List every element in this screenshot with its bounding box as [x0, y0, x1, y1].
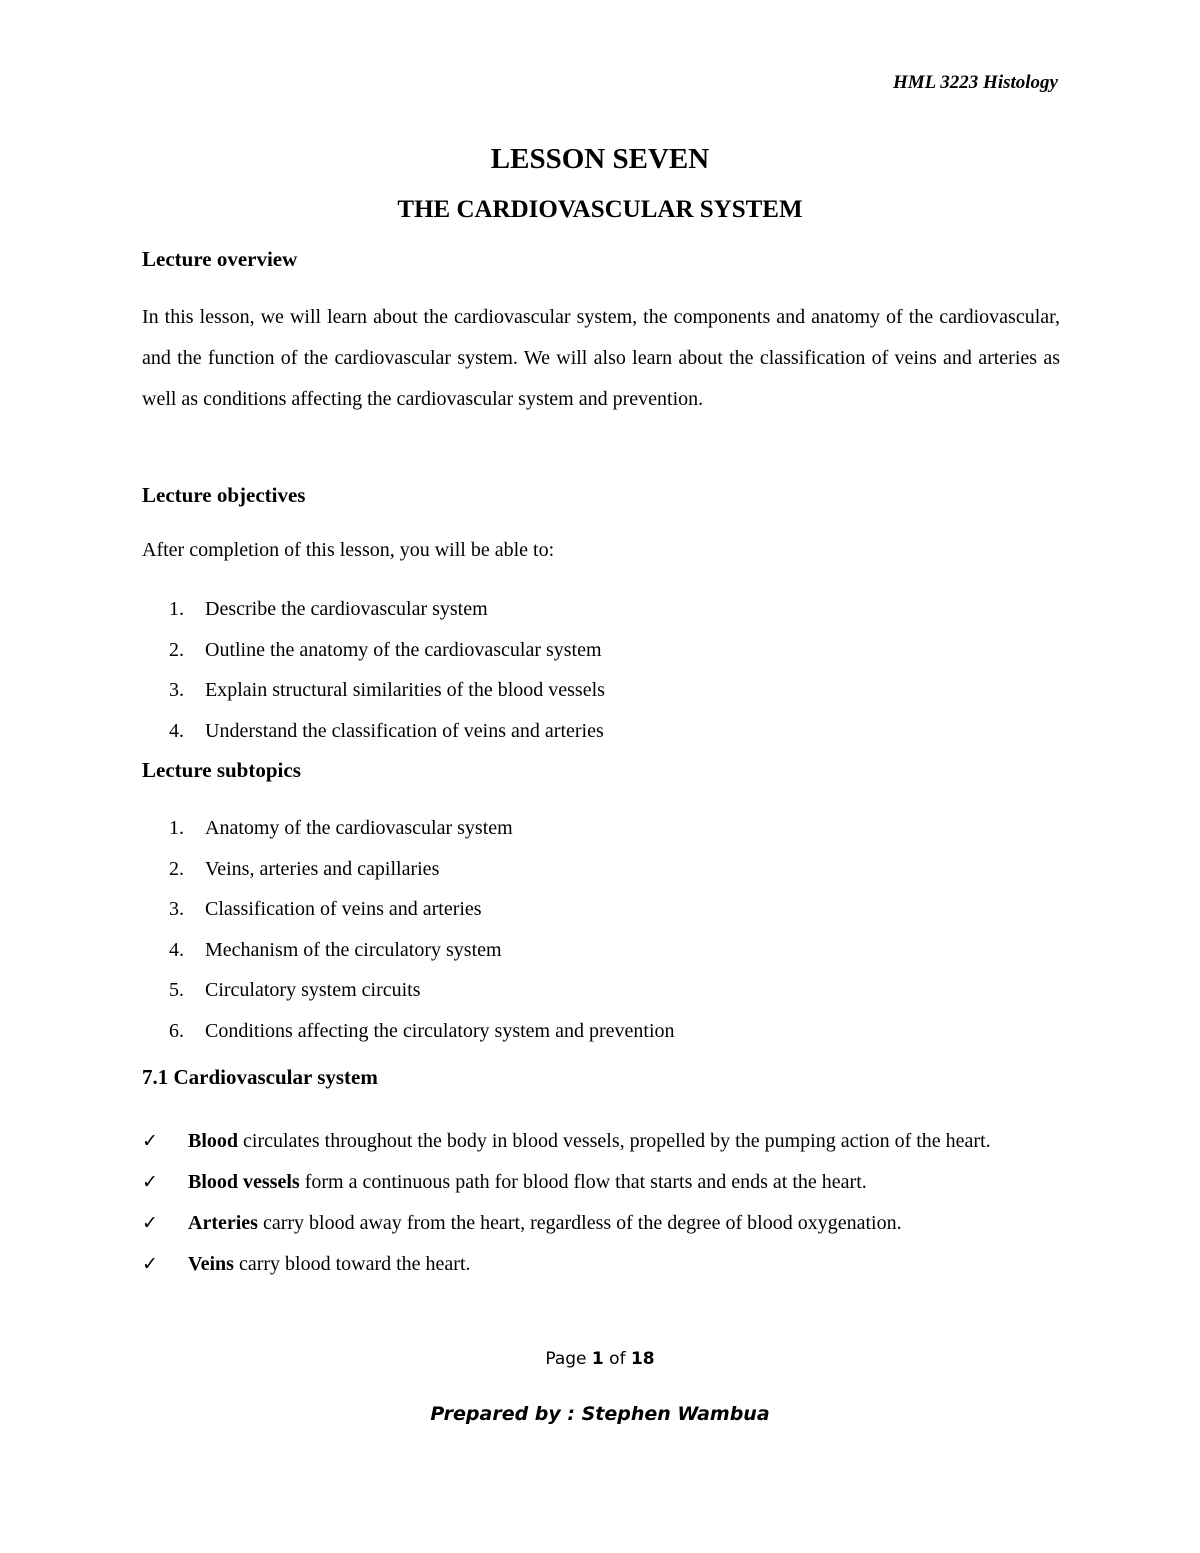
list-item	[142, 855, 1060, 896]
section-heading: 7.1 Cardiovascular system	[142, 1065, 378, 1089]
page-label: Page	[545, 1349, 587, 1369]
subtopics-heading: Lecture subtopics	[142, 758, 301, 782]
list-text: Describe the cardiovascular system	[205, 598, 488, 620]
objectives-intro: After completion of this lesson, you will be able to:	[142, 539, 555, 561]
page-of: of	[609, 1349, 626, 1369]
list-item	[142, 1162, 1060, 1203]
bullet-term: Blood vessels	[188, 1171, 300, 1193]
lesson-topic: THE CARDIOVASCULAR SYSTEM	[397, 196, 803, 223]
list-number: 3.	[169, 898, 184, 920]
check-icon: ✓	[142, 1253, 158, 1275]
list-number: 2.	[169, 857, 184, 880]
bullet-term: Blood	[188, 1130, 239, 1152]
section-bullets	[142, 1121, 1060, 1285]
list-number: 4.	[169, 938, 184, 961]
running-header: HML 3223 Histology	[892, 72, 1058, 93]
list-text: Outline the anatomy of the cardiovascular system	[205, 638, 602, 661]
overview-heading: Lecture overview	[142, 247, 298, 271]
list-number: 2.	[169, 638, 184, 661]
list-item	[142, 1244, 1060, 1285]
prepared-by: Prepared by : Stephen Wambua	[430, 1403, 770, 1425]
list-item	[142, 717, 1060, 758]
page-number	[0, 1349, 1200, 1369]
list-text: Explain structural similarities of the blood vessels	[205, 679, 605, 701]
objectives-heading: Lecture objectives	[142, 483, 306, 507]
list-item	[142, 636, 1060, 677]
list-text: Understand the classification of veins and arteries	[205, 719, 604, 742]
bullet-term: Veins	[188, 1253, 234, 1275]
list-number: 3.	[169, 679, 184, 701]
list-text: Mechanism of the circulatory system	[205, 938, 502, 961]
list-text: Veins, arteries and capillaries	[205, 857, 440, 880]
bullet-text: carry blood toward the heart.	[233, 1253, 471, 1275]
list-item	[142, 976, 1060, 1017]
subtopics-list	[142, 814, 1060, 1057]
list-item	[142, 1017, 1060, 1058]
check-icon: ✓	[142, 1212, 158, 1234]
list-number: 4.	[169, 719, 184, 742]
objectives-list	[142, 595, 1060, 757]
list-text: Conditions affecting the circulatory system and prevention	[205, 1019, 675, 1042]
list-item	[142, 814, 1060, 855]
page-total: 18	[630, 1349, 655, 1369]
lesson-title: LESSON SEVEN	[490, 143, 710, 175]
bullet-text: circulates throughout the body in blood vessels, propelled by the pumping action of the heart.	[238, 1130, 991, 1152]
list-item	[142, 676, 1060, 717]
list-number: 1.	[169, 598, 184, 620]
list-item	[142, 895, 1060, 936]
list-number: 5.	[169, 979, 184, 1001]
check-icon: ✓	[142, 1171, 158, 1193]
list-number: 1.	[169, 817, 184, 839]
list-item	[142, 1203, 1060, 1244]
list-text: Circulatory system circuits	[205, 979, 421, 1001]
check-icon: ✓	[142, 1130, 158, 1152]
list-text: Anatomy of the cardiovascular system	[205, 817, 513, 839]
overview-paragraph: In this lesson, we will learn about the cardiovascular system, the components and anatomy of the cardiovascular, and the function of the cardiovascular system. We will also learn about the classification of veins and arteries as well as conditions affecting the cardiovascular system and prevention.	[142, 306, 1060, 410]
list-item	[142, 1121, 1060, 1162]
bullet-text: form a continuous path for blood flow that starts and ends at the heart.	[299, 1171, 867, 1193]
list-text: Classification of veins and arteries	[205, 898, 482, 920]
list-item	[142, 595, 1060, 636]
bullet-text: carry blood away from the heart, regardless of the degree of blood oxygenation.	[257, 1212, 902, 1234]
list-item	[142, 936, 1060, 977]
list-number: 6.	[169, 1019, 184, 1042]
page-current: 1	[591, 1349, 604, 1369]
bullet-term: Arteries	[188, 1212, 258, 1234]
